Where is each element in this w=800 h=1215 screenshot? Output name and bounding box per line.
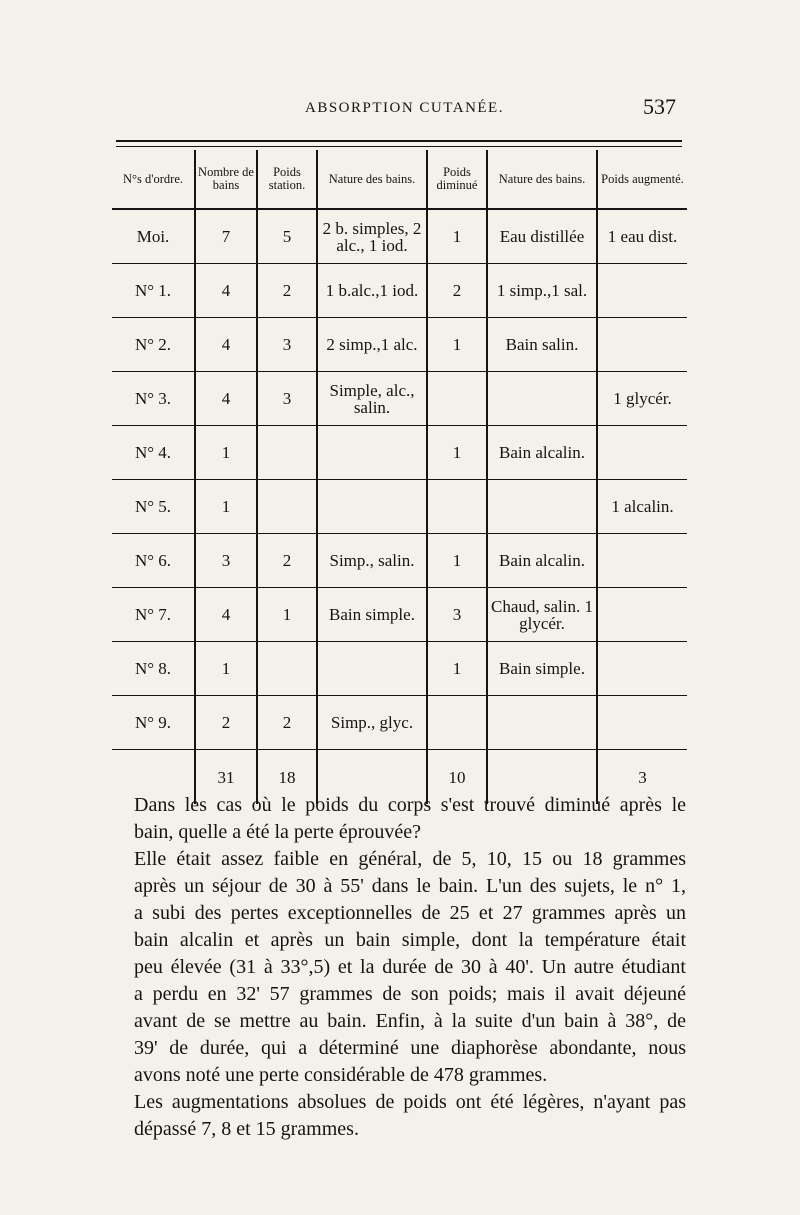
col-header-ordre: N°s d'ordre.: [112, 150, 194, 210]
text-line: Les augmentations absolues de poids ont été légères, n'ayant pas: [134, 1091, 686, 1113]
paragraph-gains: [114, 1089, 686, 1143]
body-text: [114, 792, 686, 1143]
cell-nature-1: [316, 426, 426, 480]
paragraph-loss-details: [114, 846, 686, 1089]
cell-station: 2: [256, 264, 316, 318]
table-row: [112, 534, 687, 588]
col-header-diminue: Poids diminué: [426, 150, 486, 210]
cell-nombre: 4: [194, 264, 256, 318]
cell-nature-2: [486, 696, 596, 750]
total-station: 18: [256, 750, 316, 804]
cell-diminue: 1: [426, 426, 486, 480]
cell-station: [256, 480, 316, 534]
cell-nature-1: Simp., glyc.: [316, 696, 426, 750]
table-row: [112, 318, 687, 372]
page-number: 537: [643, 94, 676, 119]
page-header: [0, 96, 800, 126]
text-line: 39' de durée, qui a déterminé une diaphorèse abondante, nous: [134, 1037, 686, 1059]
table-row: [112, 210, 687, 264]
cell-ordre: N° 2.: [112, 318, 194, 372]
col-header-nature-1: Nature des bains.: [316, 150, 426, 210]
table-row: [112, 588, 687, 642]
cell-nombre: 7: [194, 210, 256, 264]
cell-augmente: [596, 696, 687, 750]
cell-ordre: N° 8.: [112, 642, 194, 696]
cell-nature-1: 1 b.alc.,1 iod.: [316, 264, 426, 318]
cell-augmente: 1 glycér.: [596, 372, 687, 426]
cell-nature-2: 1 simp.,1 sal.: [486, 264, 596, 318]
cell-diminue: 1: [426, 642, 486, 696]
paragraph-loss-question: [114, 792, 686, 846]
table-row: [112, 642, 687, 696]
text-line: a subi des pertes exceptionnelles de 25 et 27 grammes après un: [134, 902, 686, 924]
cell-augmente: [596, 318, 687, 372]
top-rule-thick: [116, 140, 682, 142]
cell-station: [256, 426, 316, 480]
cell-augmente: [596, 426, 687, 480]
cell-station: [256, 642, 316, 696]
cell-nature-1: [316, 642, 426, 696]
cell-nature-1: 2 simp.,1 alc.: [316, 318, 426, 372]
cell-nature-1: 2 b. simples, 2 alc., 1 iod.: [316, 210, 426, 264]
cell-diminue: [426, 480, 486, 534]
cell-nombre: 1: [194, 426, 256, 480]
cell-ordre: N° 4.: [112, 426, 194, 480]
cell-nature-1: [316, 480, 426, 534]
cell-diminue: 1: [426, 534, 486, 588]
text-line: Elle était assez faible en général, de 5, 10, 15 ou 18 grammes: [134, 848, 686, 870]
text-line: dépassé 7, 8 et 15 grammes.: [134, 1118, 359, 1140]
text-line: avant de se mettre au bain. Enfin, à la suite d'un bain à 38°, de: [134, 1010, 686, 1032]
table-row: [112, 480, 687, 534]
total-augmente: 3: [596, 750, 687, 804]
table-row: [112, 264, 687, 318]
cell-nombre: 1: [194, 642, 256, 696]
cell-nombre: 2: [194, 696, 256, 750]
table-row: [112, 696, 687, 750]
cell-station: 1: [256, 588, 316, 642]
cell-station: 2: [256, 534, 316, 588]
text-line: bain alcalin et après un bain simple, dont la température était: [134, 929, 686, 951]
cell-nature-2: [486, 372, 596, 426]
cell-nombre: 4: [194, 372, 256, 426]
col-header-nature-2: Nature des bains.: [486, 150, 596, 210]
cell-ordre: Moi.: [112, 210, 194, 264]
cell-nombre: 4: [194, 588, 256, 642]
cell-diminue: 1: [426, 318, 486, 372]
cell-station: 2: [256, 696, 316, 750]
text-line: peu élevée (31 à 33°,5) et la durée de 30 à 40'. Un autre étudiant: [134, 956, 686, 978]
cell-nature-2: [486, 480, 596, 534]
col-header-nombre: Nombre de bains: [194, 150, 256, 210]
cell-augmente: 1 alcalin.: [596, 480, 687, 534]
col-header-station: Poids station.: [256, 150, 316, 210]
cell-ordre: N° 3.: [112, 372, 194, 426]
text-line: Dans les cas où le poids du corps s'est trouvé diminué après le: [134, 794, 686, 816]
bath-weight-table: [112, 150, 687, 804]
top-rule-thin: [116, 146, 682, 147]
cell-nature-2: Chaud, salin. 1 glycér.: [486, 588, 596, 642]
cell-diminue: 2: [426, 264, 486, 318]
cell-augmente: [596, 534, 687, 588]
cell-ordre: N° 5.: [112, 480, 194, 534]
cell-diminue: [426, 696, 486, 750]
table-header-row: [112, 150, 687, 210]
cell-nature-2: Bain simple.: [486, 642, 596, 696]
cell-ordre: N° 1.: [112, 264, 194, 318]
cell-nature-2: Eau distillée: [486, 210, 596, 264]
cell-nombre: 1: [194, 480, 256, 534]
cell-ordre: N° 9.: [112, 696, 194, 750]
text-line: après un séjour de 30 à 55' dans le bain. L'un des sujets, le n° 1,: [134, 875, 686, 897]
total-diminue: 10: [426, 750, 486, 804]
cell-diminue: 1: [426, 210, 486, 264]
cell-augmente: [596, 264, 687, 318]
table-row: [112, 372, 687, 426]
cell-station: 3: [256, 372, 316, 426]
cell-station: 5: [256, 210, 316, 264]
cell-nature-2: Bain salin.: [486, 318, 596, 372]
cell-augmente: [596, 588, 687, 642]
cell-augmente: [596, 642, 687, 696]
table-row: [112, 426, 687, 480]
text-line: a perdu en 32' 57 grammes de son poids; mais il avait déjeuné: [134, 983, 686, 1005]
cell-diminue: [426, 372, 486, 426]
text-line: bain, quelle a été la perte éprouvée?: [134, 821, 422, 843]
cell-nature-2: Bain alcalin.: [486, 426, 596, 480]
cell-augmente: 1 eau dist.: [596, 210, 687, 264]
cell-diminue: 3: [426, 588, 486, 642]
cell-nature-1: Simp., salin.: [316, 534, 426, 588]
cell-nature-1: Bain simple.: [316, 588, 426, 642]
cell-ordre: N° 7.: [112, 588, 194, 642]
cell-station: 3: [256, 318, 316, 372]
total-nombre: 31: [194, 750, 256, 804]
running-title: ABSORPTION CUTANÉE.: [305, 100, 504, 116]
cell-ordre: N° 6.: [112, 534, 194, 588]
cell-nombre: 3: [194, 534, 256, 588]
cell-nature-1: Simple, alc., salin.: [316, 372, 426, 426]
col-header-augmente: Poids augmenté.: [596, 150, 687, 210]
text-line: avons noté une perte considérable de 478 grammes.: [134, 1064, 548, 1086]
cell-nombre: 4: [194, 318, 256, 372]
cell-nature-2: Bain alcalin.: [486, 534, 596, 588]
